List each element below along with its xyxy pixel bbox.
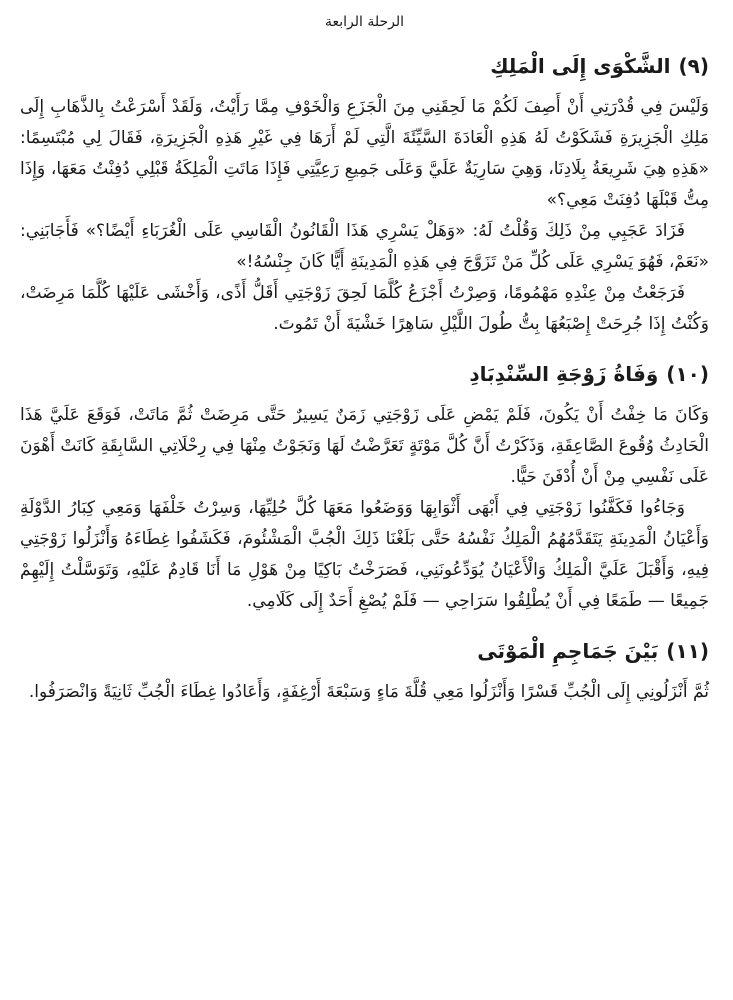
paragraph: فَزَادَ عَجَبِي مِنْ ذَلِكَ وَقُلْتُ لَهُ: «وَهَلْ يَسْرِي هَذَا الْقَانُونُ الْقَاسِي عَلَى الْغُرَبَاءِ أَيْضًا؟» فَأَجَابَنِي: «نَعَمْ، فَهُوَ يَسْرِي عَلَى كُلِّ مَنْ تَزَوَّجَ فِي هَذِهِ الْمَدِينَةِ أَيًّا كَانَ جِنْسُهُ!» bbox=[20, 221, 709, 272]
paragraph: فَرَجَعْتُ مِنْ عِنْدِهِ مَهْمُومًا، وَصِرْتُ أَجْزَعُ كُلَّمَا لَحِقَ زَوْجَتِي أَقَلُّ أَذًى، وَأَخْشَى عَلَيْهَا كُلَّمَا مَرِضَتْ، وَكُنْتُ إِذَا جُرِحَتْ إِصْبَعُهَا بِتُّ طُولَ اللَّيْلِ سَاهِرًا خَشْيَةَ أَنْ تَمُوتَ. bbox=[20, 283, 709, 334]
paragraph: وَكَانَ مَا خِفْتُ أَنْ يَكُونَ، فَلَمْ يَمْضِ عَلَى زَوْجَتِي زَمَنٌ يَسِيرٌ حَتَّى مَرِضَتْ ثُمَّ مَاتَتْ، فَوَقَعَ عَلَيَّ هَذَا الْحَادِثُ وُقُوعَ الصَّاعِقَةِ، وَذَكَرْتُ أَنَّ كُلَّ مَوْتَةٍ تَعَرَّضْتُ لَهَا وَنَجَوْتُ مِنْهَا فِي رِحْلَاتِي السَّابِقَةِ كَانَتْ أَهْوَنَ عَلَى نَفْسِي مِنْ أَنْ أُدْفَنَ حَيًّا. bbox=[20, 405, 709, 487]
section-number: (١٠) bbox=[666, 362, 709, 386]
paragraph: وَجَاءُوا فَكَفَّنُوا زَوْجَتِي فِي أَبْهَى أَثْوَابِهَا وَوَضَعُوا مَعَهَا كُلَّ حُلِيِّهَا، وَسِرْتُ خَلْفَهَا وَمَعِي كِبَارُ الدَّوْلَةِ وَأَعْيَانُ الْمَدِينَةِ يَتَقَدَّمُهُمُ الْمَلِكُ نَفْسُهُ حَتَّى بَلَغْنَا ذَلِكَ الْجُبَّ الْمَشْئُومَ، فَكَشَفُوا غِطَاءَهُ وَأَنْزَلُوا زَوْجَتِي فِيهِ، وَأَقْبَلَ عَلَيَّ الْمَلِكُ وَالْأَعْيَانُ يُوَدِّعُونَنِي، فَصَرَخْتُ بَاكِيًا مِنْ هَوْلِ مَا أَنَا قَادِمٌ عَلَيْهِ، وَتَوَسَّلْتُ إِلَيْهِمْ جَمِيعًا — طَمَعًا فِي أَنْ يُطْلِقُوا سَرَاحِي — فَلَمْ يُصْغِ أَحَدٌ إِلَى كَلَامِي. bbox=[20, 498, 709, 611]
section-9 bbox=[20, 54, 709, 340]
section-11 bbox=[20, 639, 709, 708]
section-heading bbox=[20, 362, 709, 386]
section-title: بَيْنَ جَمَاجِمِ الْمَوْتَى bbox=[477, 639, 659, 663]
paragraph: وَلَيْسَ فِي قُدْرَتِي أَنْ أَصِفَ لَكُمْ مَا لَحِقَنِي مِنَ الْجَزَعِ وَالْخَوْفِ مِمَّا رَأَيْتُ، وَلَقَدْ أَسْرَعْتُ بِالذَّهَابِ إِلَى مَلِكِ الْجَزِيرَةِ فَشَكَوْتُ لَهُ هَذِهِ الْعَادَةَ السَّيِّئَةَ الَّتِي لَمْ أَرَهَا فِي غَيْرِ هَذِهِ الْجَزِيرَةِ، فَقَالَ لِي مُبْتَسِمًا: «هَذِهِ هِيَ شَرِيعَةُ بِلَادِنَا، وَهِيَ سَارِيَةٌ عَلَيَّ وَعَلَى جَمِيعِ رَعِيَّتِي فَإِذَا مَاتَتِ الْمَلِكَةُ قَبْلِي دُفِنْتُ مَعَهَا، وَإِذَا مِتُّ قَبْلَهَا دُفِنَتْ مَعِي؟» bbox=[20, 97, 709, 210]
section-10 bbox=[20, 362, 709, 617]
paragraph: ثُمَّ أَنْزَلُونِي إِلَى الْجُبِّ قَسْرًا وَأَنْزَلُوا مَعِي قُلَّةَ مَاءٍ وَسَبْعَةَ أَرْغِفَةٍ، وَأَعَادُوا غِطَاءَ الْجُبِّ ثَانِيَةً وَانْصَرَفُوا. bbox=[28, 682, 709, 702]
section-number: (١١) bbox=[666, 639, 709, 663]
section-title: وَفَاةُ زَوْجَةِ السِّنْدِبَادِ bbox=[469, 362, 659, 386]
section-title: الشَّكْوَى إِلَى الْمَلِكِ bbox=[490, 54, 671, 78]
section-heading bbox=[20, 639, 709, 663]
section-heading bbox=[20, 54, 709, 78]
section-number: (٩) bbox=[678, 54, 709, 78]
running-header: الرحلة الرابعة bbox=[324, 14, 405, 30]
